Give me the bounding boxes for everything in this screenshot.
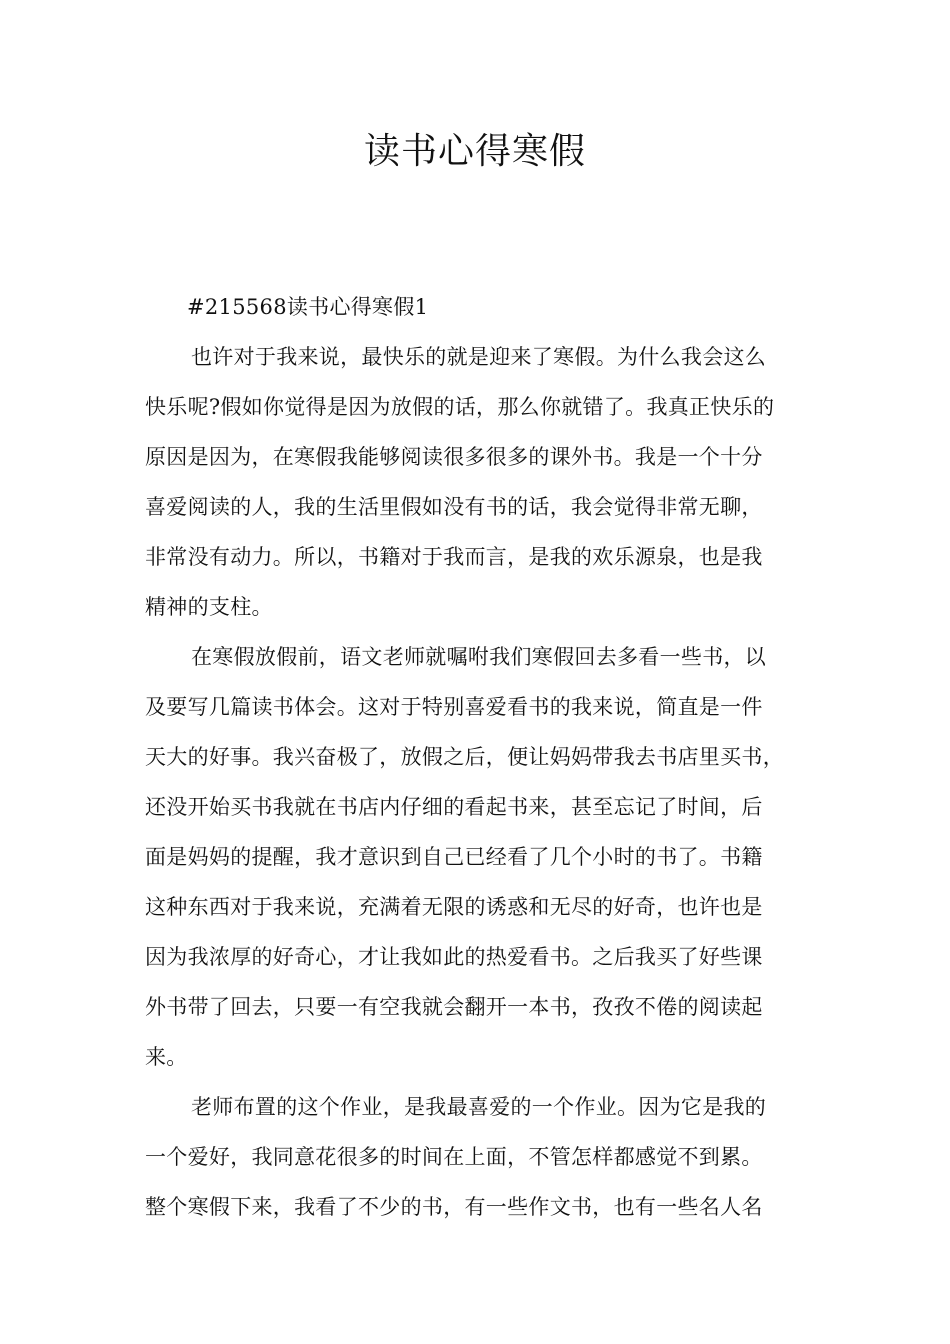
paragraph-line: 及要写几篇读书体会。这对于特别喜爱看书的我来说，简直是一件 [145, 695, 763, 719]
paragraph-line: 外书带了回去，只要一有空我就会翻开一本书，孜孜不倦的阅读起 [145, 995, 763, 1019]
paragraph-line: 快乐呢?假如你觉得是因为放假的话，那么你就错了。我真正快乐的 [145, 395, 775, 419]
paragraph-line: 也许对于我来说，最快乐的就是迎来了寒假。为什么我会这么 [191, 345, 767, 369]
paragraph-line: 原因是因为，在寒假我能够阅读很多很多的课外书。我是一个十分 [145, 445, 763, 469]
paragraph-line: 这种东西对于我来说，充满着无限的诱惑和无尽的好奇，也许也是 [145, 895, 763, 919]
document-body [145, 282, 815, 1232]
paragraph-line: 一个爱好，我同意花很多的时间在上面，不管怎样都感觉不到累。 [145, 1145, 763, 1169]
paragraph [145, 332, 815, 632]
paragraph-line: 面是妈妈的提醒，我才意识到自己已经看了几个小时的书了。书籍 [145, 845, 763, 869]
paragraph-line: 老师布置的这个作业，是我最喜爱的一个作业。因为它是我的 [191, 1095, 767, 1119]
paragraph [145, 1082, 815, 1232]
paragraph-line: 在寒假放假前，语文老师就嘱咐我们寒假回去多看一些书，以 [191, 645, 767, 669]
paragraph-line: 整个寒假下来，我看了不少的书，有一些作文书，也有一些名人名 [145, 1195, 763, 1219]
paragraph-line: 还没开始买书我就在书店内仔细的看起书来，甚至忘记了时间，后 [145, 795, 763, 819]
paragraph [145, 632, 815, 1082]
paragraph-line: 喜爱阅读的人，我的生活里假如没有书的话，我会觉得非常无聊， [145, 495, 763, 519]
paragraph-line: 来。 [145, 1045, 188, 1069]
document-title: 读书心得寒假 [363, 131, 586, 172]
section-heading: #215568读书心得寒假1 [187, 295, 429, 319]
paragraph-line: 精神的支柱。 [145, 595, 273, 619]
paragraph-line: 因为我浓厚的好奇心，才让我如此的热爱看书。之后我买了好些课 [145, 945, 763, 969]
paragraph-line: 非常没有动力。所以，书籍对于我而言，是我的欢乐源泉，也是我 [145, 545, 763, 569]
paragraph-line: 天大的好事。我兴奋极了，放假之后，便让妈妈带我去书店里买书， [145, 745, 784, 769]
